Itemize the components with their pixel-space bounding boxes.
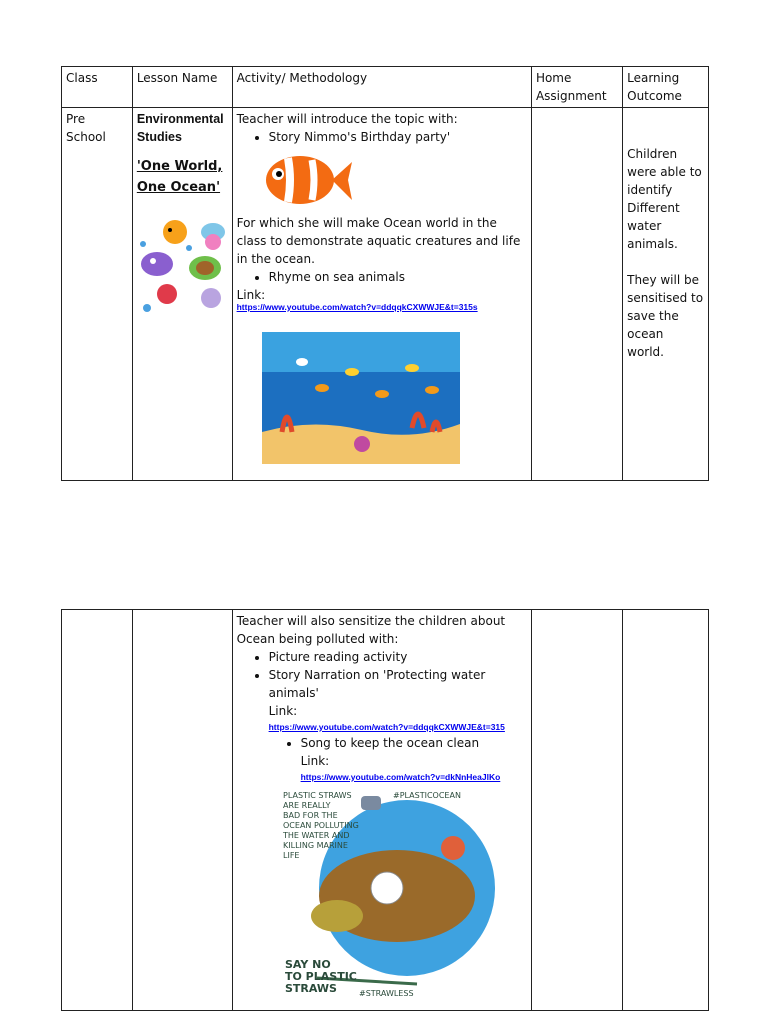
activity-cell [232, 610, 531, 1011]
activity-cell [232, 108, 531, 481]
table-row [62, 108, 709, 481]
outcome-text-2: They will be sensitised to save the ocean world. [627, 273, 704, 359]
youtube-link[interactable]: https://www.youtube.com/watch?v=dkNnHeaJlKo [300, 772, 501, 782]
header-learning-outcome: Learning Outcome [623, 67, 709, 108]
activity-paragraph: For which she will make Ocean world in the class to demonstrate aquatic creatures and life in the ocean. [236, 216, 521, 266]
svg-text:BAD FOR THE: BAD FOR THE [282, 811, 338, 820]
svg-text:ARE REALLY: ARE REALLY [282, 801, 331, 810]
svg-text:TO PLASTIC: TO PLASTIC [284, 970, 357, 983]
svg-text:LIFE: LIFE [282, 851, 300, 860]
link-label: Link: [268, 704, 298, 718]
class-cell-empty [62, 610, 133, 1011]
lesson-plan-table [61, 66, 709, 481]
lesson-name-cell-empty [132, 610, 232, 1011]
lesson-name: Environmental Studies [136, 112, 224, 144]
svg-text:STRAWS: STRAWS [284, 982, 337, 995]
link-label: Link: [236, 288, 266, 302]
activity-bullet-picture-reading: • Picture reading activity [269, 648, 527, 666]
youtube-link[interactable]: https://www.youtube.com/watch?v=ddqqkCXWWJE&t=315 [268, 722, 505, 732]
plastic-straws-poster [277, 788, 527, 1000]
learning-outcome-cell [623, 108, 709, 481]
poster-hashtag-strawless: #STRAWLESS [358, 989, 414, 998]
ocean-world-image [262, 332, 527, 464]
svg-text:SAY NO: SAY NO [284, 958, 331, 971]
activity-bullet-song: • Song to keep the ocean clean [301, 734, 527, 752]
class-cell: Pre School [62, 108, 133, 481]
svg-text:KILLING MARINE: KILLING MARINE [282, 841, 348, 850]
header-home-assignment: Home Assignment [531, 67, 622, 108]
header-class: Class [62, 67, 133, 108]
activity-intro: Teacher will also sensitize the children about Ocean being polluted with: [236, 614, 506, 646]
table-row [62, 610, 709, 1011]
svg-text:PLASTIC STRAWS: PLASTIC STRAWS [282, 791, 352, 800]
link-label: Link: [300, 754, 330, 768]
activity-bullet-rhyme: • Rhyme on sea animals [269, 268, 527, 286]
home-assignment-cell-empty [531, 610, 622, 1011]
activity-intro: Teacher will introduce the topic with: [236, 112, 458, 126]
home-assignment-cell [531, 108, 622, 481]
outcome-text-1: Children were able to identify Different water animals. [627, 147, 702, 251]
activity-bullet-story: • Story Nimmo's Birthday party' [269, 128, 527, 146]
header-activity: Activity/ Methodology [232, 67, 531, 108]
sea-creatures-clipart [137, 218, 228, 318]
svg-text:THE WATER AND: THE WATER AND [282, 831, 350, 840]
youtube-link[interactable]: https://www.youtube.com/watch?v=ddqqkCXWWJE&t=315s [236, 302, 478, 312]
learning-outcome-cell-empty [623, 610, 709, 1011]
poster-hashtag-plasticocean: #PLASTICOCEAN [392, 791, 461, 800]
header-lesson-name: Lesson Name [132, 67, 232, 108]
clownfish-image [262, 150, 527, 208]
activity-bullet-story-narration: • Story Narration on 'Protecting water animals' [269, 666, 527, 702]
lesson-subtitle: 'One World, One Ocean' [136, 159, 223, 195]
svg-text:OCEAN POLLUTING: OCEAN POLLUTING [282, 821, 359, 830]
lesson-name-cell [132, 108, 232, 481]
continuation-table [61, 609, 709, 1011]
header-row [62, 67, 709, 108]
